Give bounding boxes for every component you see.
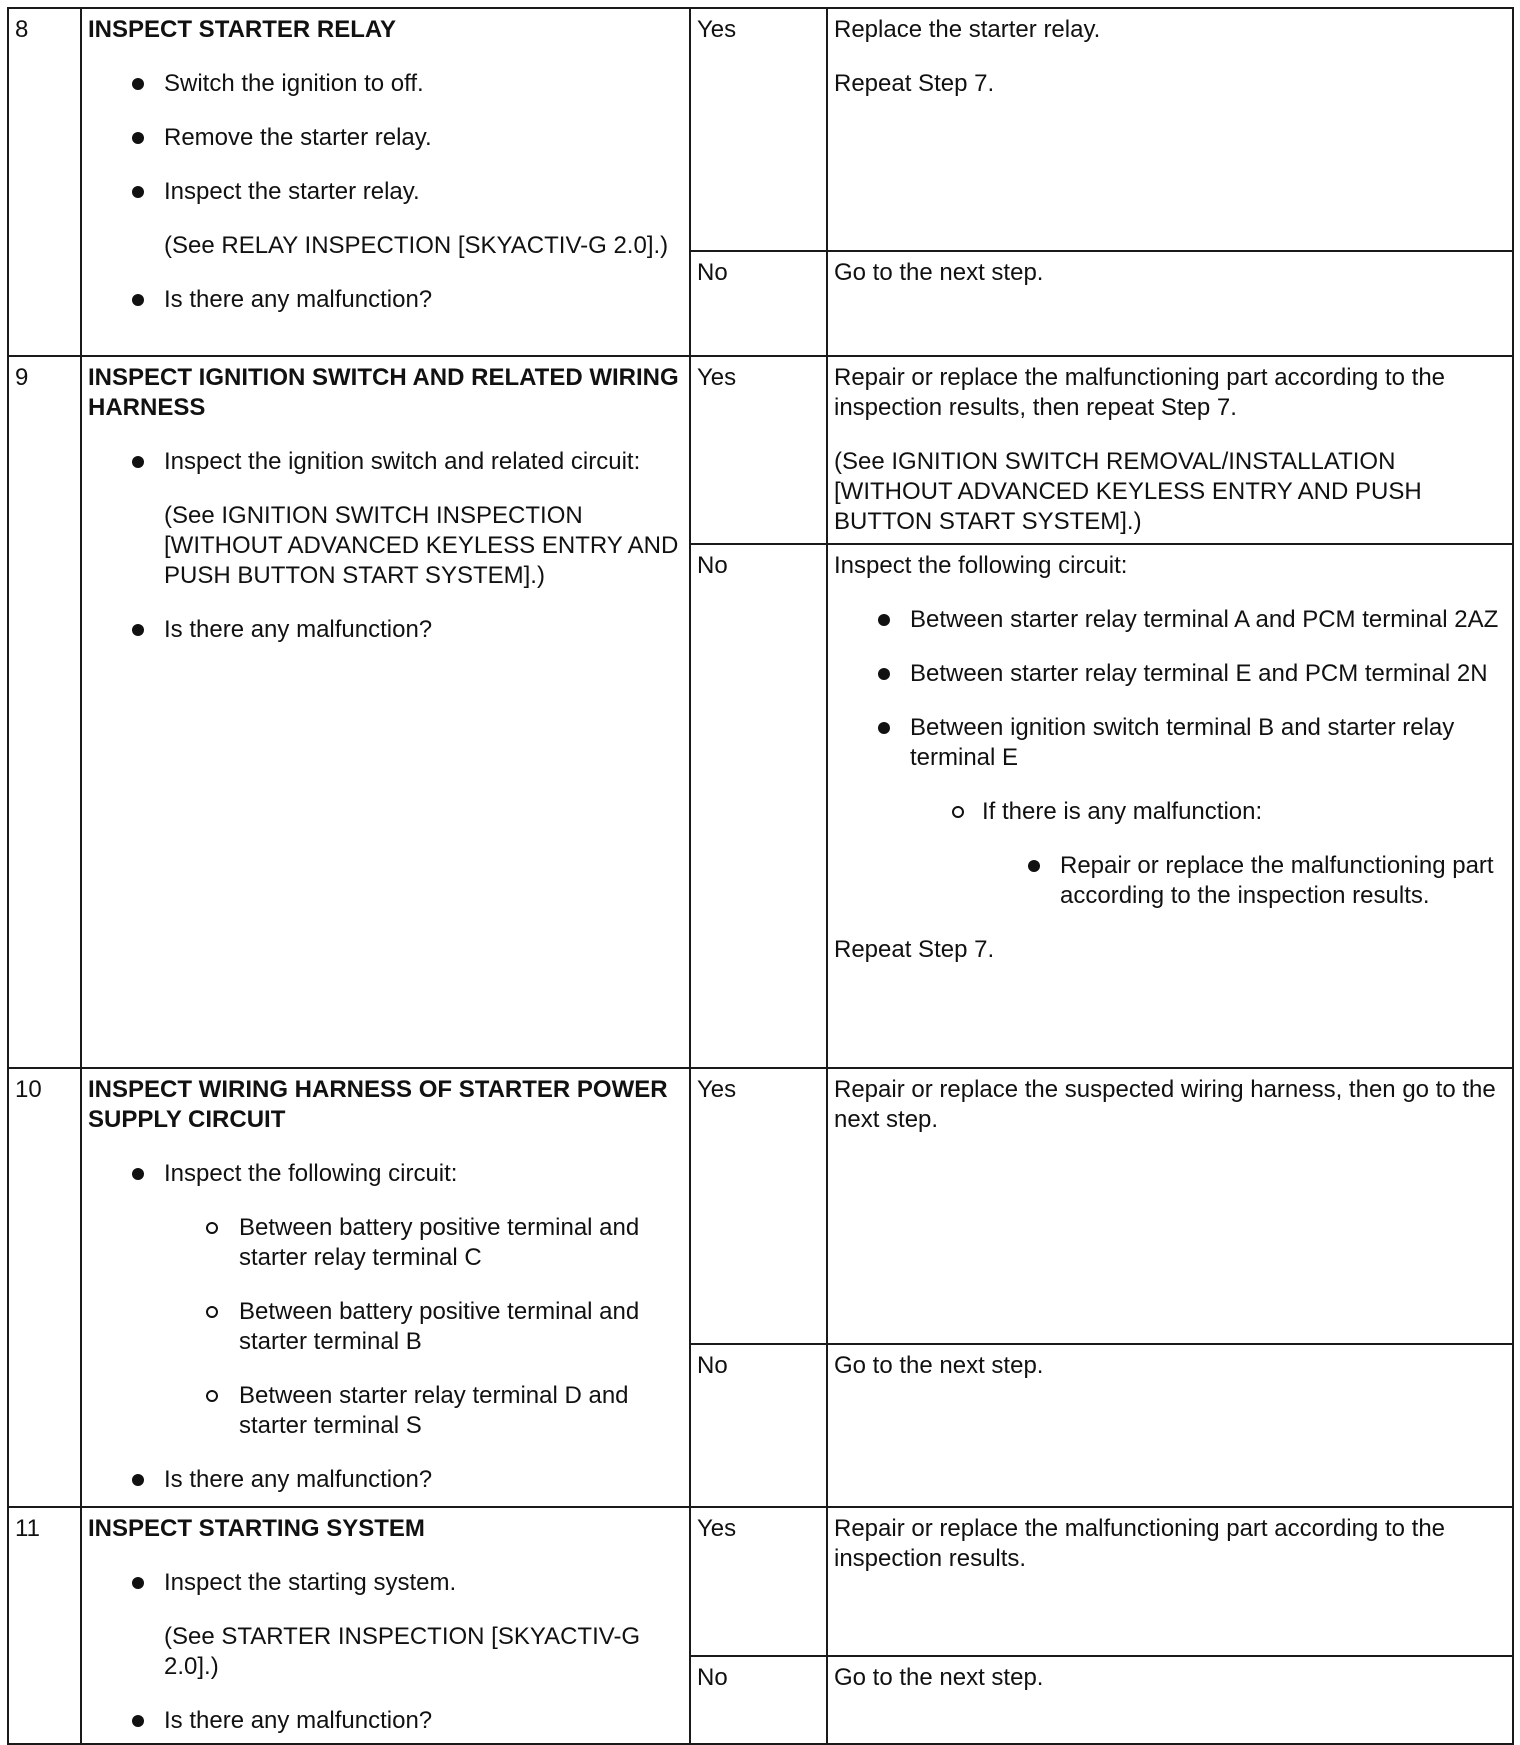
action-text: Go to the next step. [834,259,1044,286]
action-yes [827,1507,1513,1656]
result-yes: Yes [690,1507,827,1656]
action-text: Go to the next step. [834,1664,1044,1691]
action-no [827,251,1513,356]
step-8-yes-row [8,8,1513,251]
step-8-inspection [81,8,690,356]
step-title: INSPECT STARTER RELAY [88,16,397,43]
circuit-item: Between ignition switch terminal B and starter relay terminal E [834,713,1506,773]
bullet-icon [878,614,890,626]
question-item: Is there any malfunction? [88,615,683,645]
bullet-item: Inspect the starting system. [88,1568,683,1598]
reference-text: (See RELAY INSPECTION [SKYACTIV-G 2.0].) [164,232,669,259]
action-no [827,1344,1513,1507]
question-item: Is there any malfunction? [88,1706,683,1736]
step-number: 11 [8,1507,81,1744]
step-number: 10 [8,1068,81,1507]
step-10-inspection [81,1068,690,1507]
action-yes [827,8,1513,251]
bullet-icon [132,186,144,198]
circuit-item: Between starter relay terminal A and PCM terminal 2AZ [834,605,1506,635]
step-9-inspection [81,356,690,1068]
step-number: 9 [8,356,81,1068]
step-title: INSPECT STARTING SYSTEM [88,1515,425,1542]
result-no: No [690,1656,827,1744]
reference-text: (See IGNITION SWITCH INSPECTION [WITHOUT ADVANCED KEYLESS ENTRY AND PUSH BUTTON START SYSTEM].) [164,502,679,589]
circuit-item: Between starter relay terminal D and starter terminal S [88,1381,683,1441]
bullet-item: Inspect the starter relay. [88,177,683,207]
diagnostic-procedure-table [7,7,1514,1745]
step-11-yes-row [8,1507,1513,1656]
step-11-inspection [81,1507,690,1744]
action-text: Repair or replace the malfunctioning part according to the inspection results, then repeat Step 7. [834,364,1446,421]
result-no: No [690,251,827,356]
circle-bullet-icon [206,1306,218,1318]
action-no [827,544,1513,1068]
bullet-icon [132,456,144,468]
question-item: Is there any malfunction? [88,1465,683,1495]
action-yes [827,356,1513,544]
step-9-yes-row [8,356,1513,544]
circuit-item: Between battery positive terminal and starter terminal B [88,1297,683,1357]
bullet-icon [132,1474,144,1486]
circle-bullet-icon [206,1222,218,1234]
bullet-icon [132,1168,144,1180]
step-number: 8 [8,8,81,356]
bullet-icon [132,624,144,636]
action-text: Inspect the following circuit: [834,552,1128,579]
result-yes: Yes [690,8,827,251]
action-text: Repair or replace the suspected wiring harness, then go to the next step. [834,1076,1496,1133]
reference-text: (See IGNITION SWITCH REMOVAL/INSTALLATION [WITHOUT ADVANCED KEYLESS ENTRY AND PUSH BUTTON START SYSTEM].) [834,448,1422,535]
circuit-item: Between starter relay terminal E and PCM terminal 2N [834,659,1506,689]
bullet-item: Remove the starter relay. [88,123,683,153]
bullet-item: Inspect the following circuit: [88,1159,683,1189]
result-yes: Yes [690,1068,827,1344]
step-title: INSPECT WIRING HARNESS OF STARTER POWER SUPPLY CIRCUIT [88,1076,668,1133]
step-10-yes-row [8,1068,1513,1344]
action-no [827,1656,1513,1744]
bullet-item: Switch the ignition to off. [88,69,683,99]
bullet-icon [878,722,890,734]
action-text: Go to the next step. [834,1352,1044,1379]
bullet-icon [1028,860,1040,872]
result-no: No [690,1344,827,1507]
bullet-icon [878,668,890,680]
action-text: Repeat Step 7. [834,936,995,963]
result-yes: Yes [690,356,827,544]
bullet-icon [132,78,144,90]
result-no: No [690,544,827,1068]
bullet-icon [132,294,144,306]
action-text: Replace the starter relay. [834,16,1101,43]
bullet-icon [132,1715,144,1727]
action-text: Repeat Step 7. [834,70,995,97]
question-item: Is there any malfunction? [88,285,683,315]
step-title: INSPECT IGNITION SWITCH AND RELATED WIRING HARNESS [88,364,679,421]
bullet-icon [132,132,144,144]
circle-bullet-icon [206,1390,218,1402]
sub-item: If there is any malfunction: [834,797,1506,827]
bullet-icon [132,1577,144,1589]
circle-bullet-icon [952,806,964,818]
action-yes [827,1068,1513,1344]
bullet-item: Inspect the ignition switch and related circuit: [88,447,683,477]
circuit-item: Between battery positive terminal and starter relay terminal C [88,1213,683,1273]
reference-text: (See STARTER INSPECTION [SKYACTIV-G 2.0].) [164,1623,641,1680]
sub-sub-item: Repair or replace the malfunctioning part according to the inspection results. [834,851,1506,911]
action-text: Repair or replace the malfunctioning part according to the inspection results. [834,1515,1446,1572]
